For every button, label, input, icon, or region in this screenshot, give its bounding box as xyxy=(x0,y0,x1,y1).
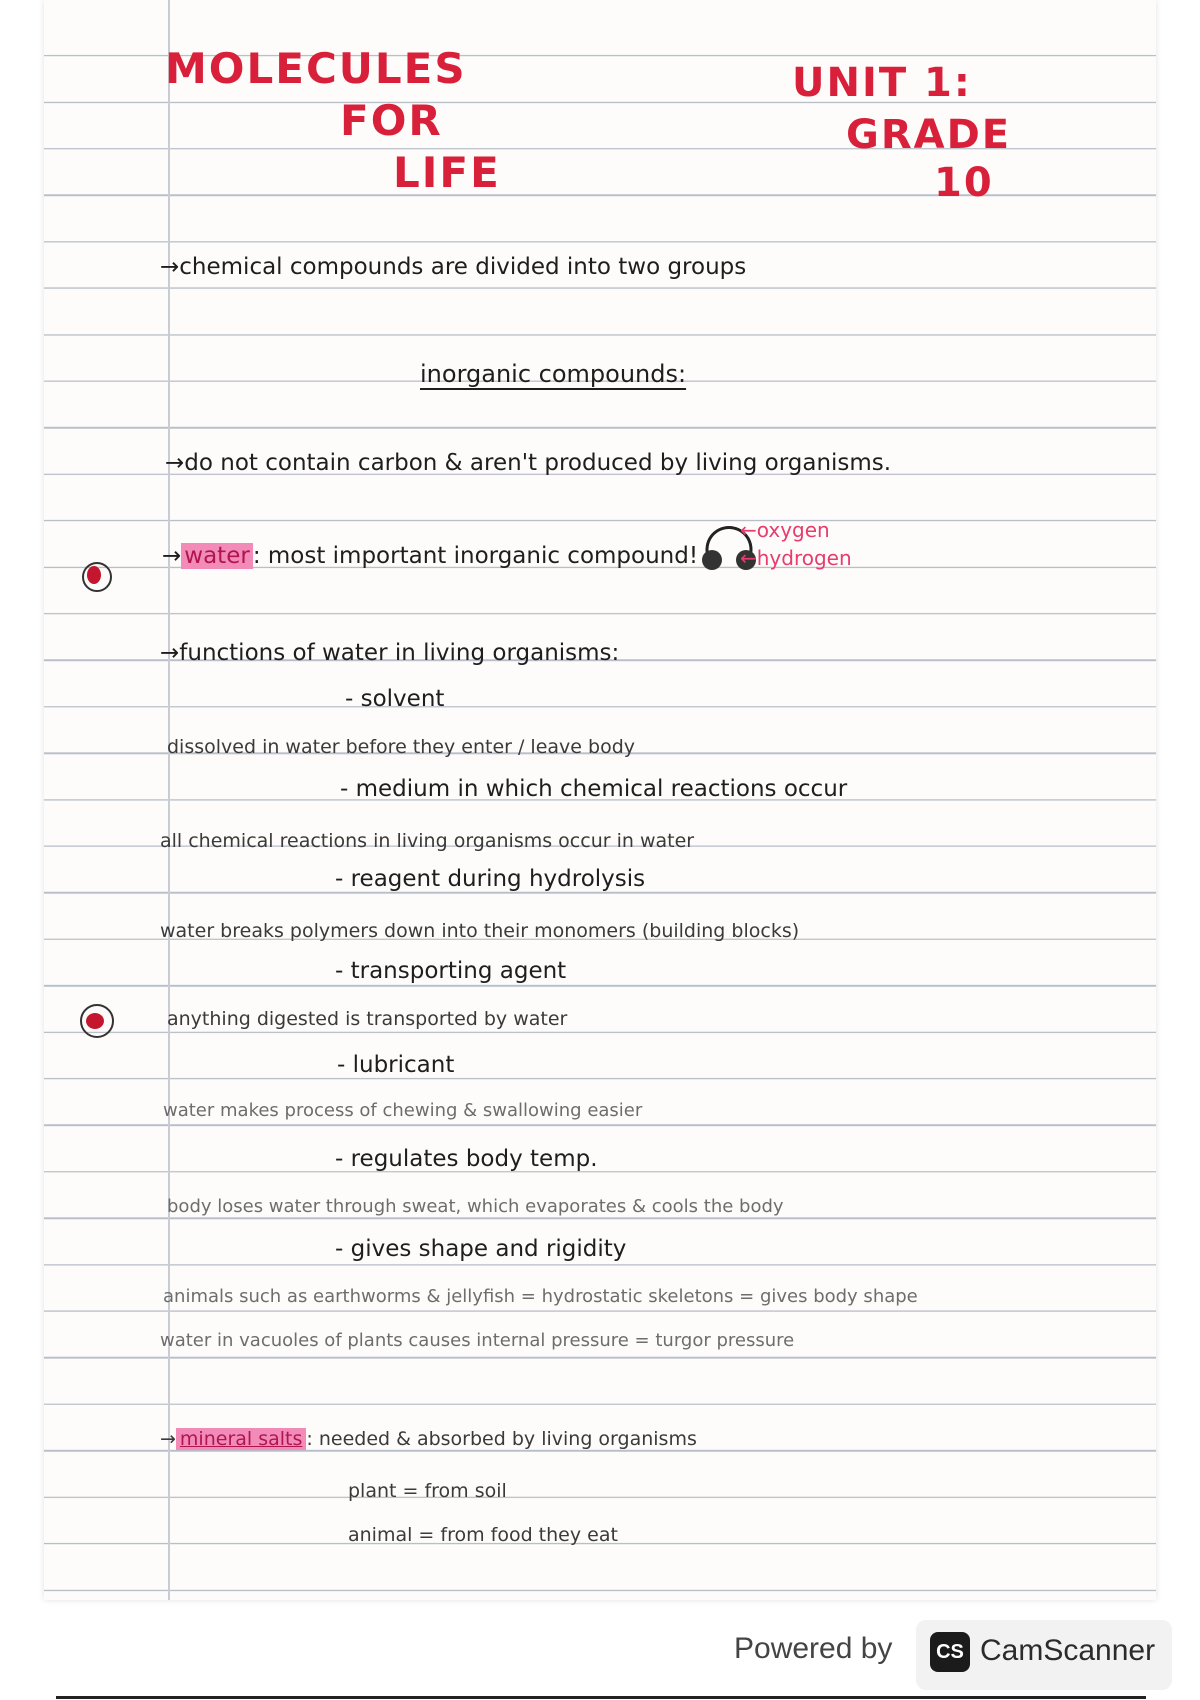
note-medium: all chemical reactions in living organisms occur in water xyxy=(160,830,695,852)
function-temp: - regulates body temp. xyxy=(335,1146,598,1172)
function-shape: - gives shape and rigidity xyxy=(335,1236,627,1262)
hole-punch-icon-2 xyxy=(78,1002,112,1036)
minerals-highlight: mineral salts xyxy=(176,1428,306,1450)
hydrogen-label: ←hydrogen xyxy=(740,546,852,570)
section-heading: inorganic compounds: xyxy=(420,360,687,388)
hole-punch-icon xyxy=(80,560,114,594)
powered-by-text: Powered by xyxy=(734,1632,893,1665)
oxygen-label: ←oxygen xyxy=(740,518,830,542)
note-solvent: dissolved in water before they enter / leave body xyxy=(167,736,635,758)
arrow-glyph: → xyxy=(162,543,182,569)
title-line-1: MOLECULES xyxy=(165,44,467,93)
function-lubricant: - lubricant xyxy=(337,1052,455,1078)
unit-label: UNIT 1: xyxy=(792,60,972,106)
note-transport: anything digested is transported by water xyxy=(167,1008,568,1030)
functions-heading: →functions of water in living organisms: xyxy=(160,640,620,666)
function-transport: - transporting agent xyxy=(335,958,567,984)
minerals-plant: plant = from soil xyxy=(348,1480,507,1502)
title-line-2: FOR xyxy=(340,96,443,145)
note-lubricant: water makes process of chewing & swallowing easier xyxy=(163,1100,643,1121)
function-reagent: - reagent during hydrolysis xyxy=(335,866,646,892)
grade-number: 10 xyxy=(934,160,994,206)
water-text: : most important inorganic compound! xyxy=(252,543,699,569)
function-solvent: - solvent xyxy=(345,686,445,712)
note-shape-2: water in vacuoles of plants causes internal pressure = turgor pressure xyxy=(160,1330,795,1351)
note-shape-1: animals such as earthworms & jellyfish = hydrostatic skeletons = gives body shape xyxy=(163,1286,918,1307)
minerals-text: : needed & absorbed by living organisms xyxy=(306,1428,697,1450)
function-medium: - medium in which chemical reactions occur xyxy=(340,776,848,802)
margin-line xyxy=(168,0,170,1600)
minerals-animal: animal = from food they eat xyxy=(348,1524,618,1546)
water-line xyxy=(162,543,698,569)
water-highlight: water xyxy=(181,543,253,569)
intro-line: →chemical compounds are divided into two groups xyxy=(160,254,747,280)
definition-line: →do not contain carbon & aren't produced by living organisms. xyxy=(165,450,892,476)
bottom-divider xyxy=(56,1696,1146,1699)
title-line-3: LIFE xyxy=(393,148,501,197)
camscanner-logo-icon: CS xyxy=(930,1632,970,1672)
minerals-line xyxy=(160,1428,697,1450)
camscanner-brand: CamScanner xyxy=(980,1634,1156,1667)
note-reagent: water breaks polymers down into their monomers (building blocks) xyxy=(160,920,800,942)
note-temp: body loses water through sweat, which evaporates & cools the body xyxy=(167,1196,784,1217)
arrow-glyph-2: → xyxy=(160,1428,176,1450)
grade-label: GRADE xyxy=(846,112,1012,158)
